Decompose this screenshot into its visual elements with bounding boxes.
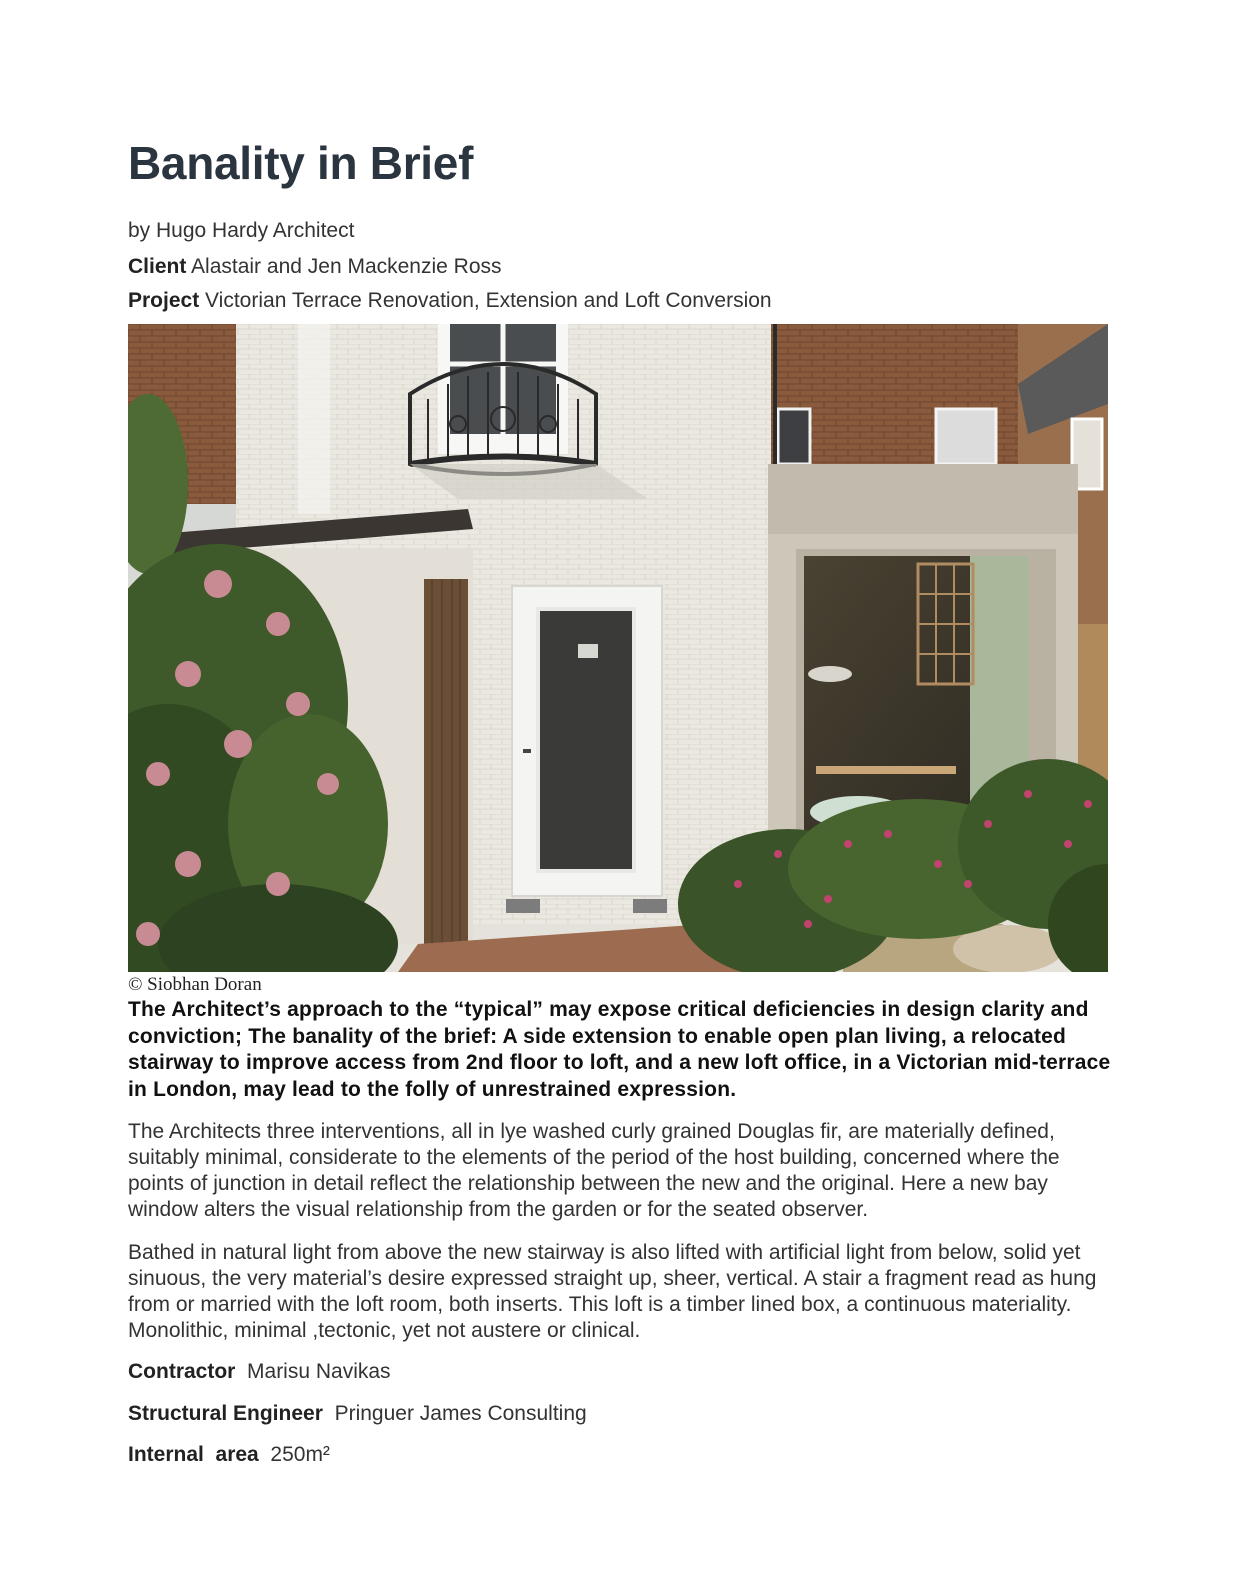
engineer-value: Pringuer James Consulting [334,1402,587,1425]
project-label: Project [128,289,200,312]
project-photo [128,324,1108,972]
area-label: Internal area [128,1443,259,1466]
page-title: Banality in Brief [128,137,474,189]
contractor-line [128,1360,391,1384]
engineer-line [128,1402,587,1426]
body-paragraph: The Architects three interventions, all in lye washed curly grained Douglas fir, are materially defined, suitably minimal, considerate to the elements of the period of the host building, concerned where the points of junction in detail reflect the relationship between the new and the original. Here a new bay window alters the visual relationship from the garden or for the seated observer. [128,1120,1060,1221]
client-line [128,255,502,279]
area-value: 250m² [270,1443,330,1466]
lead-paragraph: The Architect’s approach to the “typical” may expose critical deficiencies in design clarity and conviction; The banality of the brief: A side extension to enable open plan living, a relocated stairway to improve access from 2nd floor to loft, and a new loft office, in a Victorian mid-terrace in London, may lead to the folly of unrestrained expression. [128,998,1111,1101]
photo-credit: © Siobhan Doran [128,974,262,995]
client-value: Alastair and Jen Mackenzie Ross [191,255,502,278]
project-line [128,289,772,313]
body-paragraph: Bathed in natural light from above the new stairway is also lifted with artificial light from below, solid yet sinuous, the very material’s desire expressed straight up, sheer, vertical. A stair a fragment read as hung from or married with the loft room, both inserts. This loft is a timber lined box, a continuous materiality. Monolithic, minimal ,tectonic, yet not austere or clinical. [128,1241,1097,1342]
house-rear-illustration [128,324,1108,972]
project-value: Victorian Terrace Renovation, Extension and Loft Conversion [205,289,772,312]
contractor-value: Marisu Navikas [247,1360,391,1383]
client-label: Client [128,255,187,278]
contractor-label: Contractor [128,1360,236,1383]
area-line [128,1443,330,1467]
byline: by Hugo Hardy Architect [128,219,355,242]
engineer-label: Structural Engineer [128,1402,323,1425]
